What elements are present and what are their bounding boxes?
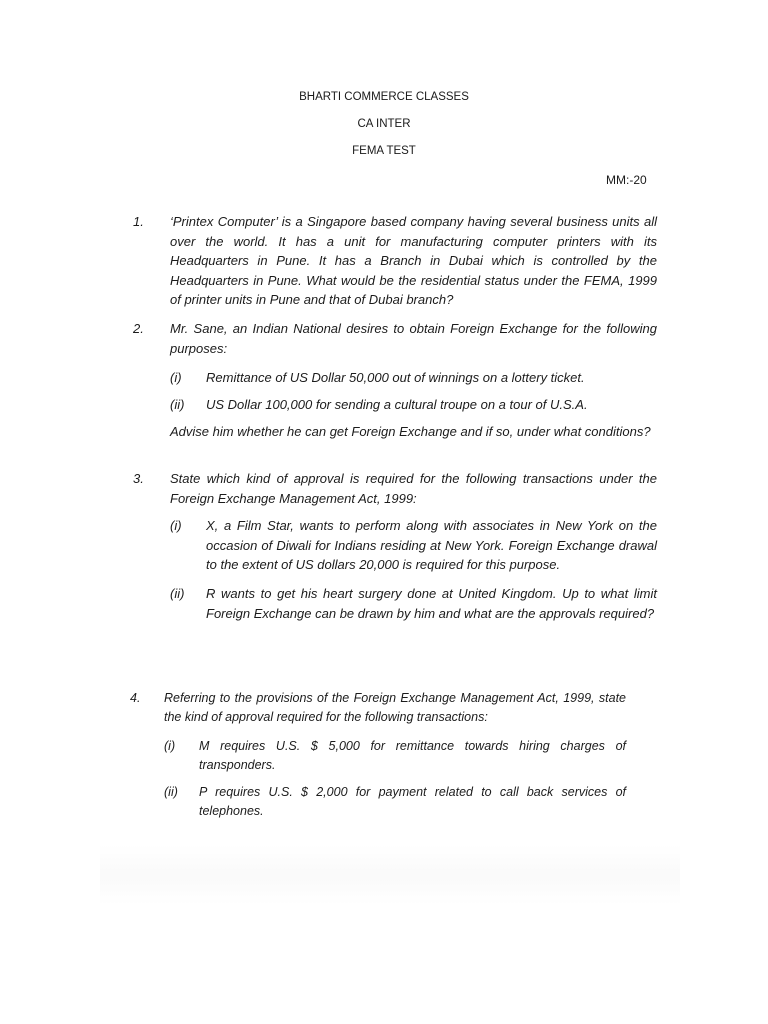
part-label: (ii) — [170, 397, 185, 412]
question-text: ‘Printex Computer’ is a Singapore based company having several business units all over the world. It has a unit for manufacturing computer printers with its Headquarters in Pune. It has a Branch in Dubai which is controlled by the Headquarters in Pune. What would be the residential status under the FEMA, 1999 of printer units in Pune and that of Dubai branch? — [170, 214, 657, 307]
part-label: (i) — [170, 370, 182, 385]
part-label: (ii) — [170, 586, 185, 601]
part-text: US Dollar 100,000 for sending a cultural troupe on a tour of U.S.A. — [206, 397, 588, 412]
part-label: (i) — [170, 518, 182, 533]
scan-shade — [100, 845, 680, 905]
part-text: Remittance of US Dollar 50,000 out of winnings on a lottery ticket. — [206, 370, 585, 385]
course-name: CA INTER — [357, 118, 411, 130]
part-label: (ii) — [164, 785, 178, 799]
question-number: 1. — [133, 214, 144, 229]
question-closing: Advise him whether he can get Foreign Exchange and if so, under what conditions? — [170, 424, 651, 439]
part-text: M requires U.S. $ 5,000 for remittance towards hiring charges of transponders. — [199, 739, 626, 772]
question-number: 2. — [133, 321, 144, 336]
maximum-marks: MM:-20 — [606, 173, 647, 187]
part-label: (i) — [164, 739, 176, 753]
part-text: R wants to get his heart surgery done at United Kingdom. Up to what limit Foreign Exchange can be drawn by him and what are the approvals required? — [206, 586, 657, 621]
test-title: FEMA TEST — [352, 145, 416, 157]
question-text: State which kind of approval is required for the following transactions under the Foreign Exchange Management Act, 1999: — [170, 471, 657, 506]
institute-name: BHARTI COMMERCE CLASSES — [299, 91, 469, 103]
part-text: P requires U.S. $ 2,000 for payment related to call back services of telephones. — [199, 785, 626, 818]
question-number: 3. — [133, 471, 144, 486]
question-text: Referring to the provisions of the Foreign Exchange Management Act, 1999, state the kind of approval required for the following transactions: — [164, 691, 626, 724]
question-number: 4. — [130, 691, 141, 705]
part-text: X, a Film Star, wants to perform along with associates in New York on the occasion of Diwali for Indians residing at New York. Foreign Exchange drawal to the extent of US dollars 20,000 is required for this purpose. — [206, 518, 657, 572]
question-text: Mr. Sane, an Indian National desires to obtain Foreign Exchange for the following purposes: — [170, 321, 657, 356]
